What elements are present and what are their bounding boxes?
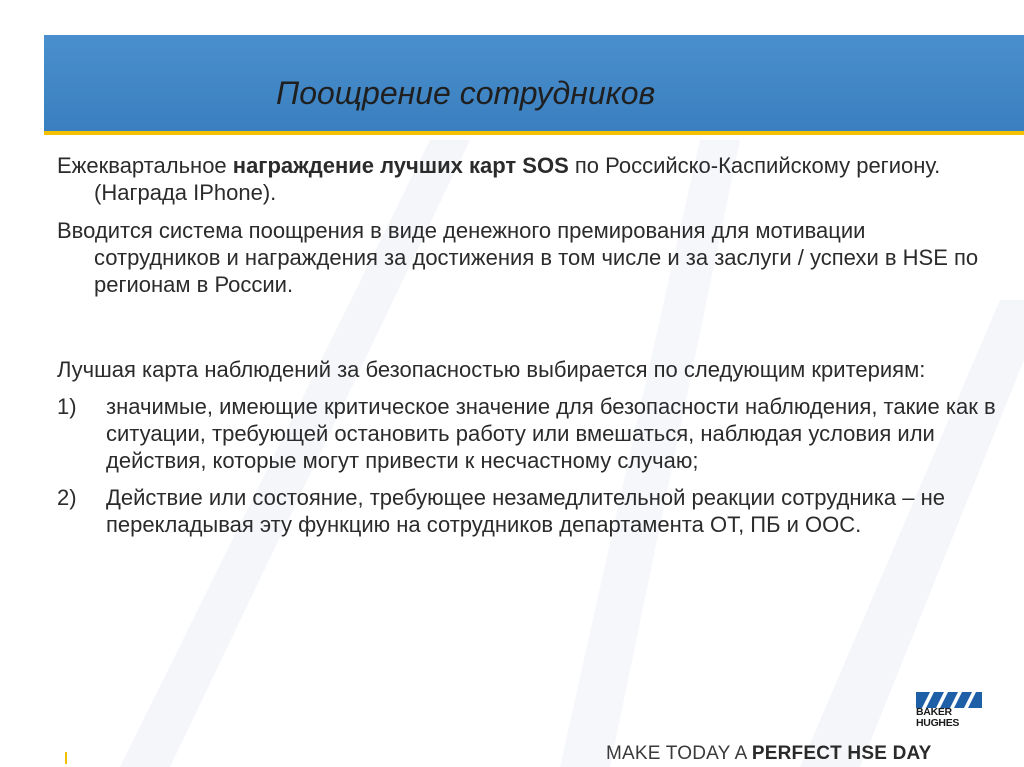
footer-accent-mark (65, 752, 67, 764)
criteria-item (57, 484, 997, 538)
tagline-prefix: MAKE TODAY A (606, 743, 752, 764)
paragraph-criteria-intro: Лучшая карта наблюдений за безопасностью выбирается по следующим критериям: (57, 357, 926, 382)
footer-tagline (606, 743, 932, 765)
company-logo (916, 692, 988, 734)
criteria-text: значимые, имеющие критическое значение для безопасности наблюдения, такие как в ситуации, требующей остановить работу или вмешаться, наблюдая условия или действия, которые могут привести к несчастному случаю; (106, 394, 996, 473)
slide-body (57, 152, 997, 538)
logo-text-line2: HUGHES (916, 717, 960, 729)
criteria-item (57, 393, 997, 474)
slide-title: Поощрение сотрудников (276, 75, 656, 111)
award-text-end: по Российско-Каспийскому региону. (Награда IPhone). (94, 153, 941, 205)
award-text-bold: награждение лучших карт SOS (232, 153, 569, 178)
header-accent-stripe (44, 131, 1024, 135)
logo-text-line1: BAKER (916, 706, 952, 718)
criteria-number: 1) (57, 394, 77, 419)
award-text-start: Ежеквартальное (57, 153, 233, 178)
criteria-number: 2) (57, 485, 77, 510)
tagline-highlight: PERFECT HSE DAY (751, 743, 932, 764)
criteria-text: Действие или состояние, требующее незамедлительной реакции сотрудника – не перекладывая эту функцию на сотрудников департамента ОТ, ПБ и ООС. (106, 485, 945, 537)
paragraph-award (57, 152, 997, 206)
paragraph-incentive-system: Вводится система поощрения в виде денежного премирования для мотивации сотрудников и награждения за достижения в том числе и за заслуги / успехи в HSE по регионам в России. (57, 218, 979, 297)
